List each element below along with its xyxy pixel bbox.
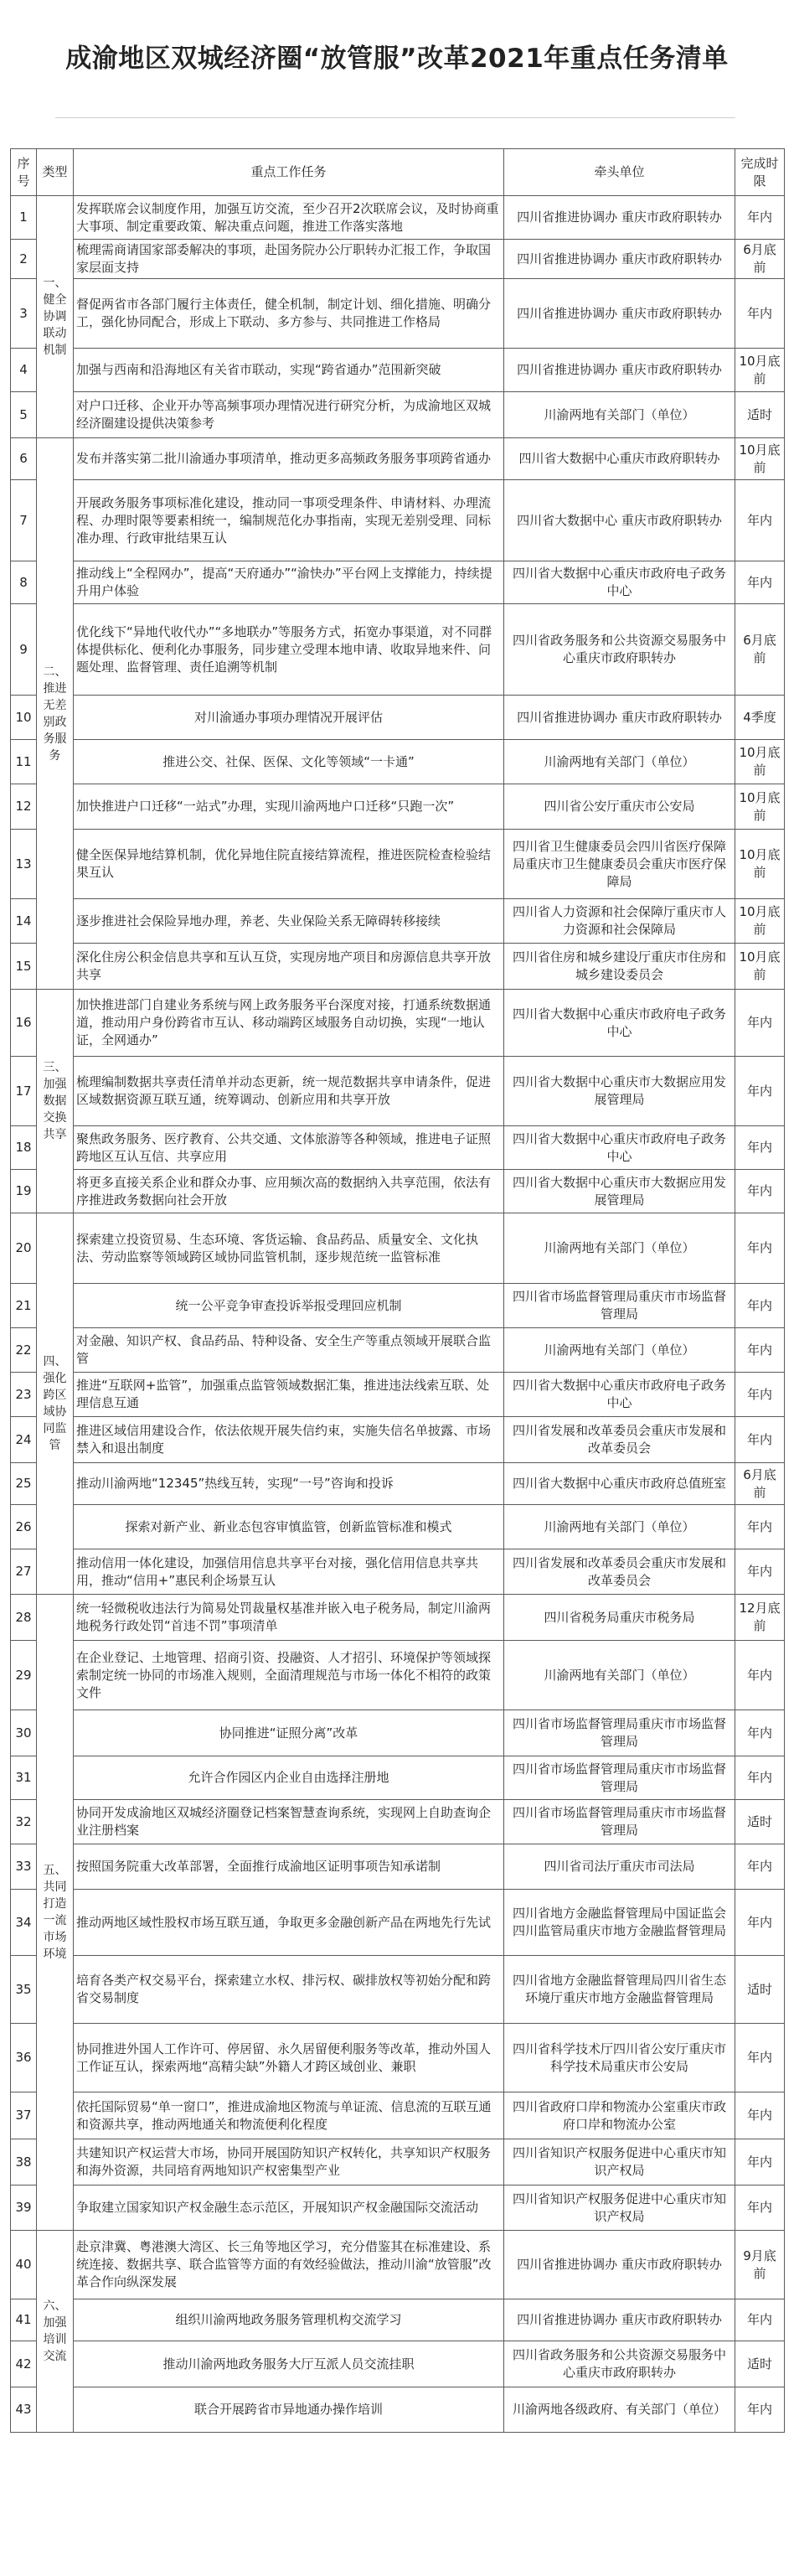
table-row: [11, 1057, 785, 1126]
table-row: [11, 2092, 785, 2139]
task-cell: 推动线上“全程网办”，提高“天府通办”“渝快办”平台网上支撑能力，持续提升用户体验: [74, 561, 504, 604]
lead-unit-cell: 四川省政务服务和公共资源交易服务中心重庆市政府职转办: [504, 2341, 735, 2387]
lead-unit-cell: 四川省推进协调办 重庆市政府职转办: [504, 2231, 735, 2299]
table-row: [11, 1328, 785, 1373]
lead-unit-cell: 四川省推进协调办 重庆市政府职转办: [504, 2299, 735, 2341]
task-cell: 推进“互联网+监管”，加强重点监管领域数据汇集，推进违法线索互联、处理信息互通: [74, 1373, 504, 1417]
lead-unit-cell: 四川省大数据中心重庆市大数据应用发展管理局: [504, 1057, 735, 1126]
row-number: 21: [11, 1284, 37, 1328]
deadline-cell: 10月底前: [735, 349, 785, 392]
deadline-cell: 年内: [735, 2185, 785, 2231]
row-number: 33: [11, 1844, 37, 1890]
divider: [55, 117, 735, 118]
task-cell: 探索建立投资贸易、生态环境、客货运输、食品药品、质量安全、文化执法、劳动监察等领域跨区域协同监管机制，逐步规范统一监管标准: [74, 1213, 504, 1284]
deadline-cell: 9月底前: [735, 2231, 785, 2299]
table-row: [11, 2231, 785, 2299]
row-number: 14: [11, 899, 37, 944]
task-cell: 统一轻微税收违法行为简易处罚裁量权基准并嵌入电子税务局，制定川渝两地税务行政处罚“首违不罚”事项清单: [74, 1595, 504, 1641]
lead-unit-cell: 四川省市场监督管理局重庆市市场监督管理局: [504, 1710, 735, 1756]
row-number: 11: [11, 740, 37, 784]
category-cell: 四、强化跨区域协同监管: [37, 1213, 74, 1595]
lead-unit-cell: 四川省大数据中心重庆市政府电子政务中心: [504, 990, 735, 1057]
row-number: 34: [11, 1890, 37, 1956]
task-cell: 梳理编制数据共享责任清单并动态更新，统一规范数据共享申请条件，促进区域数据资源互联互通，统筹调动、创新应用和共享开放: [74, 1057, 504, 1126]
lead-unit-cell: 川渝两地有关部门（单位）: [504, 1213, 735, 1284]
row-number: 43: [11, 2387, 37, 2433]
deadline-cell: 年内: [735, 990, 785, 1057]
lead-unit-cell: 四川省推进协调办 重庆市政府职转办: [504, 279, 735, 349]
row-number: 10: [11, 696, 37, 740]
lead-unit-cell: 四川省地方金融监督管理局中国证监会四川监管局重庆市地方金融监督管理局: [504, 1890, 735, 1956]
table-row: [11, 990, 785, 1057]
table-row: [11, 1756, 785, 1800]
page-title: 成渝地区双城经济圈“放管服”改革2021年重点任务清单: [65, 44, 729, 74]
lead-unit-cell: 四川省推进协调办 重庆市政府职转办: [504, 240, 735, 279]
lead-unit-cell: 四川省市场监督管理局重庆市市场监督管理局: [504, 1800, 735, 1844]
task-cell: 将更多直接关系企业和群众办事、应用频次高的数据纳入共享范围，依法有序推进政务数据向社会开放: [74, 1170, 504, 1213]
task-cell: 推进区域信用建设合作，依法依规开展失信约束，实施失信名单披露、市场禁入和退出制度: [74, 1417, 504, 1463]
header-no: 序号: [11, 149, 37, 196]
table-row: [11, 740, 785, 784]
header-lead: 牵头单位: [504, 149, 735, 196]
row-number: 30: [11, 1710, 37, 1756]
deadline-cell: 年内: [735, 1284, 785, 1328]
lead-unit-cell: 四川省科学技术厅四川省公安厅重庆市科学技术局重庆市公安局: [504, 2024, 735, 2092]
task-cell: 争取建立国家知识产权金融生态示范区，开展知识产权金融国际交流活动: [74, 2185, 504, 2231]
task-cell: 开展政务服务事项标准化建设，推动同一事项受理条件、申请材料、办理流程、办理时限等要素相统一，编制规范化办事指南，实现无差别受理、同标准办理、行政审批结果互认: [74, 480, 504, 561]
table-row: [11, 784, 785, 830]
table-row: [11, 240, 785, 279]
deadline-cell: 年内: [735, 2092, 785, 2139]
deadline-cell: 年内: [735, 279, 785, 349]
row-number: 12: [11, 784, 37, 830]
deadline-cell: 年内: [735, 1710, 785, 1756]
task-cell: 对川渝通办事项办理情况开展评估: [74, 696, 504, 740]
deadline-cell: 年内: [735, 1213, 785, 1284]
category-cell: 一、健全协调联动机制: [37, 196, 74, 438]
row-number: 35: [11, 1956, 37, 2024]
table-row: [11, 944, 785, 990]
table-row: [11, 1463, 785, 1505]
table-row: [11, 561, 785, 604]
lead-unit-cell: 四川省大数据中心重庆市大数据应用发展管理局: [504, 1170, 735, 1213]
deadline-cell: 年内: [735, 1890, 785, 1956]
row-number: 18: [11, 1126, 37, 1170]
header-type: 类型: [37, 149, 74, 196]
task-cell: 统一公平竞争审查投诉举报受理回应机制: [74, 1284, 504, 1328]
lead-unit-cell: 四川省人力资源和社会保障厅重庆市人力资源和社会保障局: [504, 899, 735, 944]
row-number: 24: [11, 1417, 37, 1463]
task-cell: 推进公交、社保、医保、文化等领域“一卡通”: [74, 740, 504, 784]
task-cell: 联合开展跨省市异地通办操作培训: [74, 2387, 504, 2433]
deadline-cell: 10月底前: [735, 899, 785, 944]
deadline-cell: 年内: [735, 2299, 785, 2341]
table-row: [11, 1284, 785, 1328]
table-row: [11, 1890, 785, 1956]
row-number: 3: [11, 279, 37, 349]
lead-unit-cell: 四川省政务服务和公共资源交易服务中心重庆市政府职转办: [504, 604, 735, 696]
row-number: 17: [11, 1057, 37, 1126]
lead-unit-cell: 四川省市场监督管理局重庆市市场监督管理局: [504, 1284, 735, 1328]
row-number: 23: [11, 1373, 37, 1417]
lead-unit-cell: 川渝两地各级政府、有关部门（单位）: [504, 2387, 735, 2433]
deadline-cell: 适时: [735, 2341, 785, 2387]
table-row: [11, 480, 785, 561]
table-row: [11, 1800, 785, 1844]
table-row: [11, 1213, 785, 1284]
row-number: 9: [11, 604, 37, 696]
row-number: 27: [11, 1549, 37, 1595]
table-body: [11, 196, 785, 2433]
deadline-cell: 适时: [735, 392, 785, 438]
lead-unit-cell: 川渝两地有关部门（单位）: [504, 740, 735, 784]
row-number: 31: [11, 1756, 37, 1800]
task-cell: 协同推进“证照分离”改革: [74, 1710, 504, 1756]
lead-unit-cell: 四川省大数据中心重庆市政府电子政务中心: [504, 1126, 735, 1170]
task-cell: 共建知识产权运营大市场，协同开展国防知识产权转化，共享知识产权服务和海外资源，共同培育两地知识产权密集型产业: [74, 2139, 504, 2185]
deadline-cell: 适时: [735, 1800, 785, 1844]
lead-unit-cell: 四川省推进协调办 重庆市政府职转办: [504, 349, 735, 392]
deadline-cell: 年内: [735, 1417, 785, 1463]
table-row: [11, 830, 785, 899]
row-number: 22: [11, 1328, 37, 1373]
row-number: 16: [11, 990, 37, 1057]
row-number: 1: [11, 196, 37, 240]
lead-unit-cell: 四川省推进协调办 重庆市政府职转办: [504, 196, 735, 240]
deadline-cell: 年内: [735, 196, 785, 240]
task-cell: 按照国务院重大改革部署，全面推行成渝地区证明事项告知承诺制: [74, 1844, 504, 1890]
deadline-cell: 6月底前: [735, 240, 785, 279]
deadline-cell: 4季度: [735, 696, 785, 740]
category-cell: 三、加强数据交换共享: [37, 990, 74, 1213]
lead-unit-cell: 四川省司法厅重庆市司法局: [504, 1844, 735, 1890]
row-number: 32: [11, 1800, 37, 1844]
row-number: 41: [11, 2299, 37, 2341]
deadline-cell: 年内: [735, 1505, 785, 1549]
task-cell: 组织川渝两地政务服务管理机构交流学习: [74, 2299, 504, 2341]
category-cell: 二、推进无差别政务服务: [37, 438, 74, 990]
table-header-row: [11, 149, 785, 196]
task-cell: 加快推进部门自建业务系统与网上政务服务平台深度对接，打通系统数据通道，推动用户身份跨省市互认、移动端跨区域服务自动切换，实现“一地认证，全网通办”: [74, 990, 504, 1057]
lead-unit-cell: 川渝两地有关部门（单位）: [504, 1641, 735, 1710]
lead-unit-cell: 四川省市场监督管理局重庆市市场监督管理局: [504, 1756, 735, 1800]
table-row: [11, 1373, 785, 1417]
table-row: [11, 2024, 785, 2092]
table-row: [11, 604, 785, 696]
deadline-cell: 10月底前: [735, 784, 785, 830]
task-cell: 发布并落实第二批川渝通办事项清单，推动更多高频政务服务事项跨省通办: [74, 438, 504, 480]
task-cell: 梳理需商请国家部委解决的事项，赴国务院办公厅职转办汇报工作，争取国家层面支持: [74, 240, 504, 279]
deadline-cell: 10月底前: [735, 438, 785, 480]
row-number: 38: [11, 2139, 37, 2185]
lead-unit-cell: 四川省大数据中心 重庆市政府职转办: [504, 480, 735, 561]
lead-unit-cell: 四川省大数据中心重庆市政府电子政务中心: [504, 1373, 735, 1417]
task-cell: 聚焦政务服务、医疗教育、公共交通、文体旅游等各种领域，推进电子证照跨地区互认互信、共享应用: [74, 1126, 504, 1170]
task-cell: 健全医保异地结算机制，优化异地住院直接结算流程，推进医院检查检验结果互认: [74, 830, 504, 899]
task-cell: 允许合作园区内企业自由选择注册地: [74, 1756, 504, 1800]
row-number: 20: [11, 1213, 37, 1284]
task-cell: 加强与西南和沿海地区有关省市联动，实现“跨省通办”范围新突破: [74, 349, 504, 392]
row-number: 28: [11, 1595, 37, 1641]
lead-unit-cell: 四川省推进协调办 重庆市政府职转办: [504, 696, 735, 740]
task-cell: 深化住房公积金信息共享和互认互贷，实现房地产项目和房源信息共享开放共享: [74, 944, 504, 990]
deadline-cell: 12月底前: [735, 1595, 785, 1641]
row-number: 36: [11, 2024, 37, 2092]
row-number: 7: [11, 480, 37, 561]
deadline-cell: 6月底前: [735, 604, 785, 696]
task-table: [10, 148, 785, 2433]
row-number: 39: [11, 2185, 37, 2231]
deadline-cell: 年内: [735, 1641, 785, 1710]
table-row: [11, 1956, 785, 2024]
row-number: 13: [11, 830, 37, 899]
deadline-cell: 年内: [735, 2024, 785, 2092]
table-row: [11, 1126, 785, 1170]
lead-unit-cell: 四川省发展和改革委员会重庆市发展和改革委员会: [504, 1549, 735, 1595]
deadline-cell: 年内: [735, 1170, 785, 1213]
category-cell: 六、加强培训交流: [37, 2231, 74, 2433]
task-cell: 在企业登记、土地管理、招商引资、投融资、人才招引、环境保护等领域探索制定统一协同的市场准入规则，全面清理规范与市场一体化不相符的政策文件: [74, 1641, 504, 1710]
header-due: 完成时限: [735, 149, 785, 196]
header-task: 重点工作任务: [74, 149, 504, 196]
deadline-cell: 年内: [735, 1844, 785, 1890]
deadline-cell: 年内: [735, 1549, 785, 1595]
task-cell: 对金融、知识产权、食品药品、特种设备、安全生产等重点领域开展联合监管: [74, 1328, 504, 1373]
lead-unit-cell: 川渝两地有关部门（单位）: [504, 1505, 735, 1549]
table-row: [11, 2341, 785, 2387]
row-number: 37: [11, 2092, 37, 2139]
deadline-cell: 10月底前: [735, 830, 785, 899]
task-cell: 发挥联席会议制度作用，加强互访交流，至少召开2次联席会议，及时协商重大事项、制定重要政策、解决重点问题，推进工作落实落地: [74, 196, 504, 240]
task-cell: 加快推进户口迁移“一站式”办理，实现川渝两地户口迁移“只跑一次”: [74, 784, 504, 830]
table-row: [11, 1549, 785, 1595]
lead-unit-cell: 四川省卫生健康委员会四川省医疗保障局重庆市卫生健康委员会重庆市医疗保障局: [504, 830, 735, 899]
task-cell: 推动信用一体化建设，加强信用信息共享平台对接，强化信用信息共享共用，推动“信用+”惠民利企场景互认: [74, 1549, 504, 1595]
row-number: 5: [11, 392, 37, 438]
task-cell: 推动川渝两地“12345”热线互转，实现“一号”咨询和投诉: [74, 1463, 504, 1505]
table-row: [11, 279, 785, 349]
table-row: [11, 2139, 785, 2185]
lead-unit-cell: 四川省知识产权服务促进中心重庆市知识产权局: [504, 2139, 735, 2185]
table-row: [11, 1844, 785, 1890]
lead-unit-cell: 四川省税务局重庆市税务局: [504, 1595, 735, 1641]
table-row: [11, 1505, 785, 1549]
row-number: 15: [11, 944, 37, 990]
table-row: [11, 1710, 785, 1756]
task-cell: 探索对新产业、新业态包容审慎监管，创新监管标准和模式: [74, 1505, 504, 1549]
table-row: [11, 2387, 785, 2433]
deadline-cell: 年内: [735, 480, 785, 561]
row-number: 8: [11, 561, 37, 604]
task-cell: 督促两省市各部门履行主体责任，健全机制，制定计划、细化措施、明确分工，强化协同配合，形成上下联动、多方参与、共同推进工作格局: [74, 279, 504, 349]
table-row: [11, 1595, 785, 1641]
table-row: [11, 438, 785, 480]
deadline-cell: 年内: [735, 1126, 785, 1170]
row-number: 4: [11, 349, 37, 392]
lead-unit-cell: 四川省地方金融监督管理局四川省生态环境厅重庆市地方金融监督管理局: [504, 1956, 735, 2024]
lead-unit-cell: 四川省大数据中心重庆市政府总值班室: [504, 1463, 735, 1505]
row-number: 26: [11, 1505, 37, 1549]
table-row: [11, 196, 785, 240]
deadline-cell: 10月底前: [735, 740, 785, 784]
table-row: [11, 1170, 785, 1213]
task-cell: 依托国际贸易“单一窗口”，推进成渝地区物流与单证流、信息流的互联互通和资源共享，推动两地通关和物流便利化程度: [74, 2092, 504, 2139]
deadline-cell: 年内: [735, 2139, 785, 2185]
deadline-cell: 10月底前: [735, 944, 785, 990]
lead-unit-cell: 四川省大数据中心重庆市政府电子政务中心: [504, 561, 735, 604]
task-cell: 优化线下“异地代收代办”“多地联办”等服务方式，拓宽办事渠道，对不同群体提供标化、便利化办事服务，同步建立受理本地申请、收取异地来件、问题处理、监督管理、责任追溯等机制: [74, 604, 504, 696]
row-number: 6: [11, 438, 37, 480]
row-number: 19: [11, 1170, 37, 1213]
table-row: [11, 899, 785, 944]
table-row: [11, 696, 785, 740]
lead-unit-cell: 川渝两地有关部门（单位）: [504, 392, 735, 438]
row-number: 2: [11, 240, 37, 279]
lead-unit-cell: 四川省知识产权服务促进中心重庆市知识产权局: [504, 2185, 735, 2231]
row-number: 25: [11, 1463, 37, 1505]
task-cell: 推动两地区域性股权市场互联互通，争取更多金融创新产品在两地先行先试: [74, 1890, 504, 1956]
deadline-cell: 年内: [735, 1756, 785, 1800]
task-cell: 赴京津冀、粤港澳大湾区、长三角等地区学习，充分借鉴其在标准建设、系统连接、数据共享、联合监管等方面的有效经验做法，推动川渝“放管服”改革合作向纵深发展: [74, 2231, 504, 2299]
task-cell: 逐步推进社会保险异地办理，养老、失业保险关系无障碍转移接续: [74, 899, 504, 944]
task-cell: 对户口迁移、企业开办等高频事项办理情况进行研究分析，为成渝地区双城经济圈建设提供决策参考: [74, 392, 504, 438]
row-number: 40: [11, 2231, 37, 2299]
lead-unit-cell: 四川省大数据中心重庆市政府职转办: [504, 438, 735, 480]
deadline-cell: 6月底前: [735, 1463, 785, 1505]
task-cell: 协同开发成渝地区双城经济圈登记档案智慧查询系统，实现网上自助查询企业注册档案: [74, 1800, 504, 1844]
lead-unit-cell: 四川省政府口岸和物流办公室重庆市政府口岸和物流办公室: [504, 2092, 735, 2139]
lead-unit-cell: 四川省公安厅重庆市公安局: [504, 784, 735, 830]
row-number: 29: [11, 1641, 37, 1710]
row-number: 42: [11, 2341, 37, 2387]
deadline-cell: 年内: [735, 1057, 785, 1126]
table-row: [11, 392, 785, 438]
deadline-cell: 适时: [735, 1956, 785, 2024]
table-row: [11, 2299, 785, 2341]
lead-unit-cell: 四川省住房和城乡建设厅重庆市住房和城乡建设委员会: [504, 944, 735, 990]
deadline-cell: 年内: [735, 2387, 785, 2433]
table-row: [11, 1417, 785, 1463]
table-row: [11, 349, 785, 392]
deadline-cell: 年内: [735, 1328, 785, 1373]
category-cell: 五、共同打造一流市场环境: [37, 1595, 74, 2231]
deadline-cell: 年内: [735, 561, 785, 604]
table-row: [11, 1641, 785, 1710]
deadline-cell: 年内: [735, 1373, 785, 1417]
task-cell: 推动川渝两地政务服务大厅互派人员交流挂职: [74, 2341, 504, 2387]
task-cell: 协同推进外国人工作许可、停居留、永久居留便利服务等改革，推动外国人工作证互认，探索两地“高精尖缺”外籍人才跨区域创业、兼职: [74, 2024, 504, 2092]
table-row: [11, 2185, 785, 2231]
lead-unit-cell: 四川省发展和改革委员会重庆市发展和改革委员会: [504, 1417, 735, 1463]
lead-unit-cell: 川渝两地有关部门（单位）: [504, 1328, 735, 1373]
task-cell: 培育各类产权交易平台，探索建立水权、排污权、碳排放权等初始分配和跨省交易制度: [74, 1956, 504, 2024]
